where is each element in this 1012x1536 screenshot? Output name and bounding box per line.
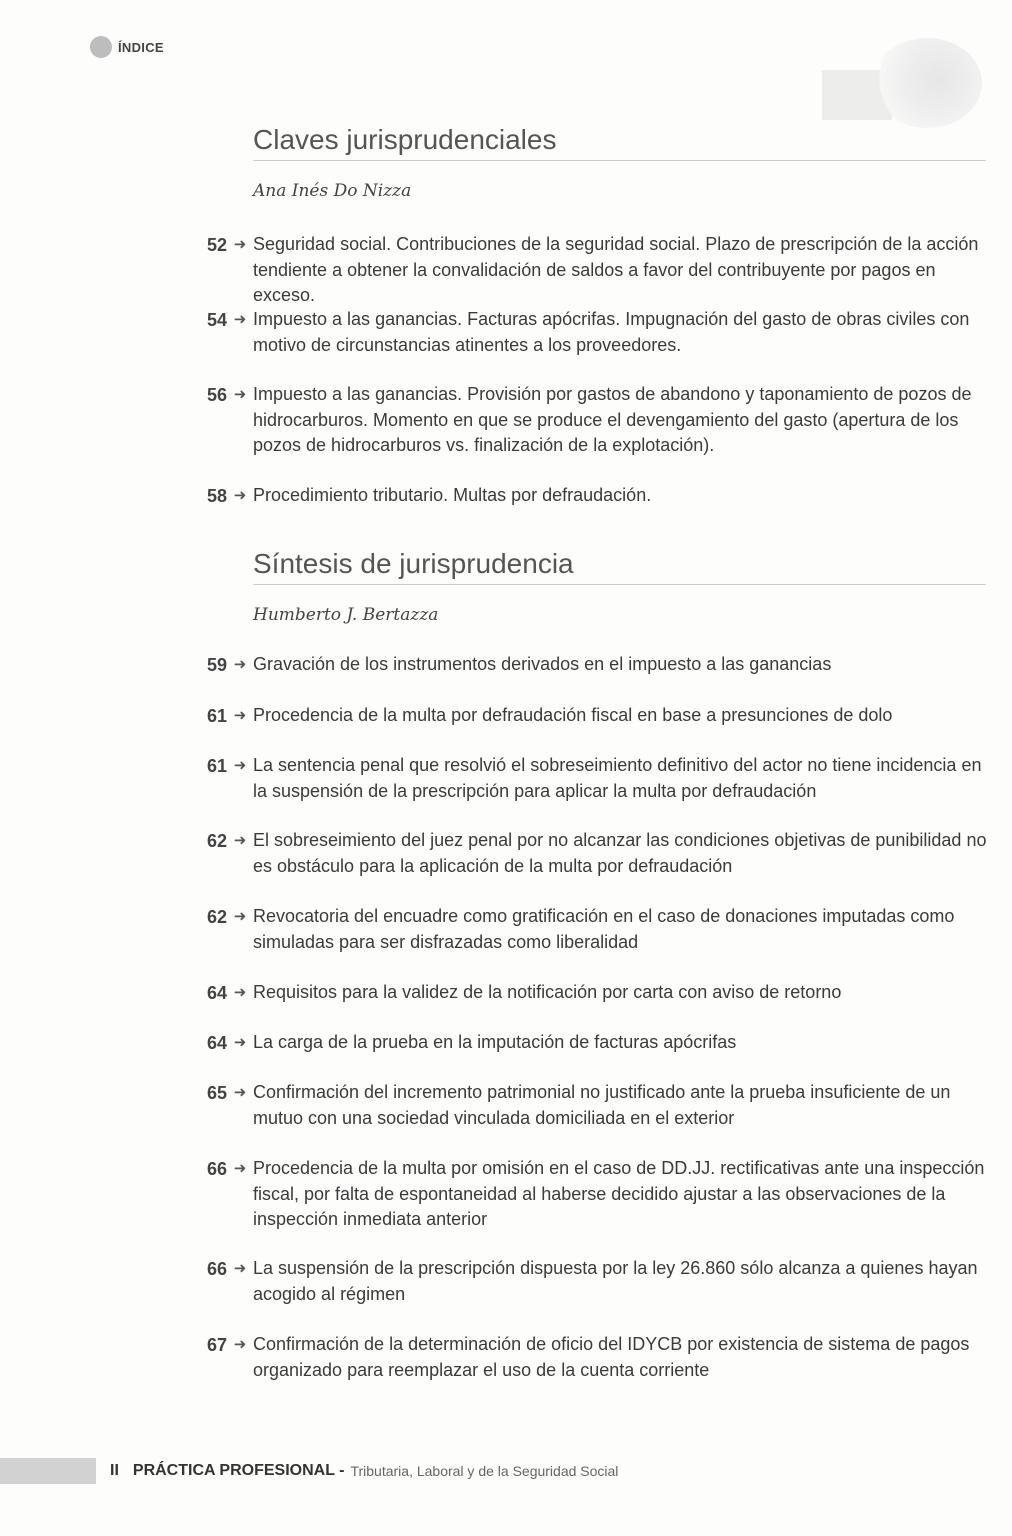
arrow-right-icon: ➜ [233, 757, 247, 774]
index-entry[interactable] [193, 232, 993, 309]
index-entry[interactable] [193, 1156, 993, 1233]
arrow-right-icon: ➜ [233, 311, 247, 328]
entry-title: La sentencia penal que resolvió el sobreseimiento definitivo del actor no tiene incidencia en la suspensión de la prescripción para aplicar la multa por defraudación [253, 755, 982, 801]
section-author: Ana Inés Do Nizza [253, 181, 412, 201]
arrow-right-icon: ➜ [233, 386, 247, 403]
entry-title: La suspensión de la prescripción dispuesta por la ley 26.860 sólo alcanza a quienes hayan acogido al régimen [253, 1258, 978, 1304]
arrow-right-icon: ➜ [233, 1084, 247, 1101]
arrow-right-icon: ➜ [233, 908, 247, 925]
section-title: Síntesis de jurisprudencia [253, 548, 986, 585]
entry-page-number: 62 [206, 831, 227, 851]
arrow-right-icon: ➜ [233, 707, 247, 724]
entry-page-number: 66 [206, 1259, 227, 1279]
index-entry[interactable] [193, 1080, 993, 1131]
arrow-right-icon: ➜ [233, 1336, 247, 1353]
arrow-right-icon: ➜ [233, 656, 247, 673]
entry-page-number: 58 [206, 486, 227, 506]
page-footer [0, 1458, 618, 1484]
entry-page-number: 52 [206, 235, 227, 255]
entry-title: Impuesto a las ganancias. Provisión por gastos de abandono y taponamiento de pozos de hidrocarburos. Momento en que se produce el devengamiento del gasto (apertura de los pozos de hidrocarburos vs. finalización de la explotación). [253, 384, 972, 455]
index-entry[interactable] [193, 483, 993, 509]
entry-page-number: 64 [206, 1033, 227, 1053]
entry-title: Procedencia de la multa por omisión en el caso de DD.JJ. rectificativas ante una inspección fiscal, por falta de espontaneidad al haberse decidido ajustar a las observaciones de la inspección inmediata anterior [253, 1158, 985, 1229]
section-claves [253, 124, 986, 201]
index-entry[interactable] [193, 703, 993, 729]
entry-page-number: 61 [206, 706, 227, 726]
index-entry[interactable] [193, 652, 993, 678]
entry-page-number: 59 [206, 655, 227, 675]
index-bullet-icon [90, 36, 112, 58]
index-entry[interactable] [193, 753, 993, 804]
entry-page-number: 64 [206, 983, 227, 1003]
entry-title: Impuesto a las ganancias. Facturas apócrifas. Impugnación del gasto de obras civiles con motivo de circunstancias atinentes a los proveedores. [253, 309, 970, 355]
index-entry[interactable] [193, 1030, 993, 1056]
arrow-right-icon: ➜ [233, 487, 247, 504]
arrow-right-icon: ➜ [233, 1034, 247, 1051]
footer-page-number: II [110, 1462, 119, 1479]
entry-title: Procedencia de la multa por defraudación fiscal en base a presunciones de dolo [253, 705, 893, 725]
index-label: ÍNDICE [118, 39, 164, 55]
arrow-right-icon: ➜ [233, 1160, 247, 1177]
footer-brand: PRÁCTICA PROFESIONAL - [132, 1462, 345, 1479]
index-entry[interactable] [193, 980, 993, 1006]
page-header [90, 36, 164, 58]
entry-title: Revocatoria del encuadre como gratificación en el caso de donaciones imputadas como simuladas para ser disfrazadas como liberalidad [253, 906, 955, 952]
entry-page-number: 62 [206, 907, 227, 927]
arrow-right-icon: ➜ [233, 236, 247, 253]
entry-page-number: 54 [206, 310, 227, 330]
entry-page-number: 56 [206, 385, 227, 405]
index-entry[interactable] [193, 828, 993, 879]
footer-bar [0, 1458, 96, 1484]
decorative-seal-icon [872, 38, 982, 128]
entry-title: Confirmación del incremento patrimonial no justificado ante la prueba insuficiente de un mutuo con una sociedad vinculada domiciliada en el exterior [253, 1082, 951, 1128]
index-entry[interactable] [193, 307, 993, 358]
index-entry[interactable] [193, 904, 993, 955]
entry-page-number: 65 [206, 1083, 227, 1103]
index-entry[interactable] [193, 1256, 993, 1307]
entry-title: Gravación de los instrumentos derivados en el impuesto a las ganancias [253, 654, 832, 674]
section-author: Humberto J. Bertazza [253, 605, 439, 625]
entry-page-number: 61 [206, 756, 227, 776]
section-title: Claves jurisprudenciales [253, 124, 986, 161]
arrow-right-icon: ➜ [233, 832, 247, 849]
section-sintesis [253, 548, 986, 625]
entry-page-number: 67 [206, 1335, 227, 1355]
index-entry[interactable] [193, 1332, 993, 1383]
index-entry[interactable] [193, 382, 993, 459]
entry-title: El sobreseimiento del juez penal por no alcanzar las condiciones objetivas de punibilidad no es obstáculo para la aplicación de la multa por defraudación [253, 830, 987, 876]
entry-title: La carga de la prueba en la imputación de facturas apócrifas [253, 1032, 737, 1052]
arrow-right-icon: ➜ [233, 984, 247, 1001]
entry-title: Seguridad social. Contribuciones de la seguridad social. Plazo de prescripción de la acción tendiente a obtener la convalidación de saldos a favor del contribuyente por pagos en exceso. [253, 234, 979, 305]
arrow-right-icon: ➜ [233, 1260, 247, 1277]
entry-page-number: 66 [206, 1159, 227, 1179]
entry-title: Procedimiento tributario. Multas por defraudación. [253, 485, 652, 505]
entry-title: Requisitos para la validez de la notificación por carta con aviso de retorno [253, 982, 842, 1002]
entry-title: Confirmación de la determinación de oficio del IDYCB por existencia de sistema de pagos organizado para reemplazar el uso de la cuenta corriente [253, 1334, 970, 1380]
footer-subtitle: Tributaria, Laboral y de la Seguridad Social [350, 1463, 619, 1479]
